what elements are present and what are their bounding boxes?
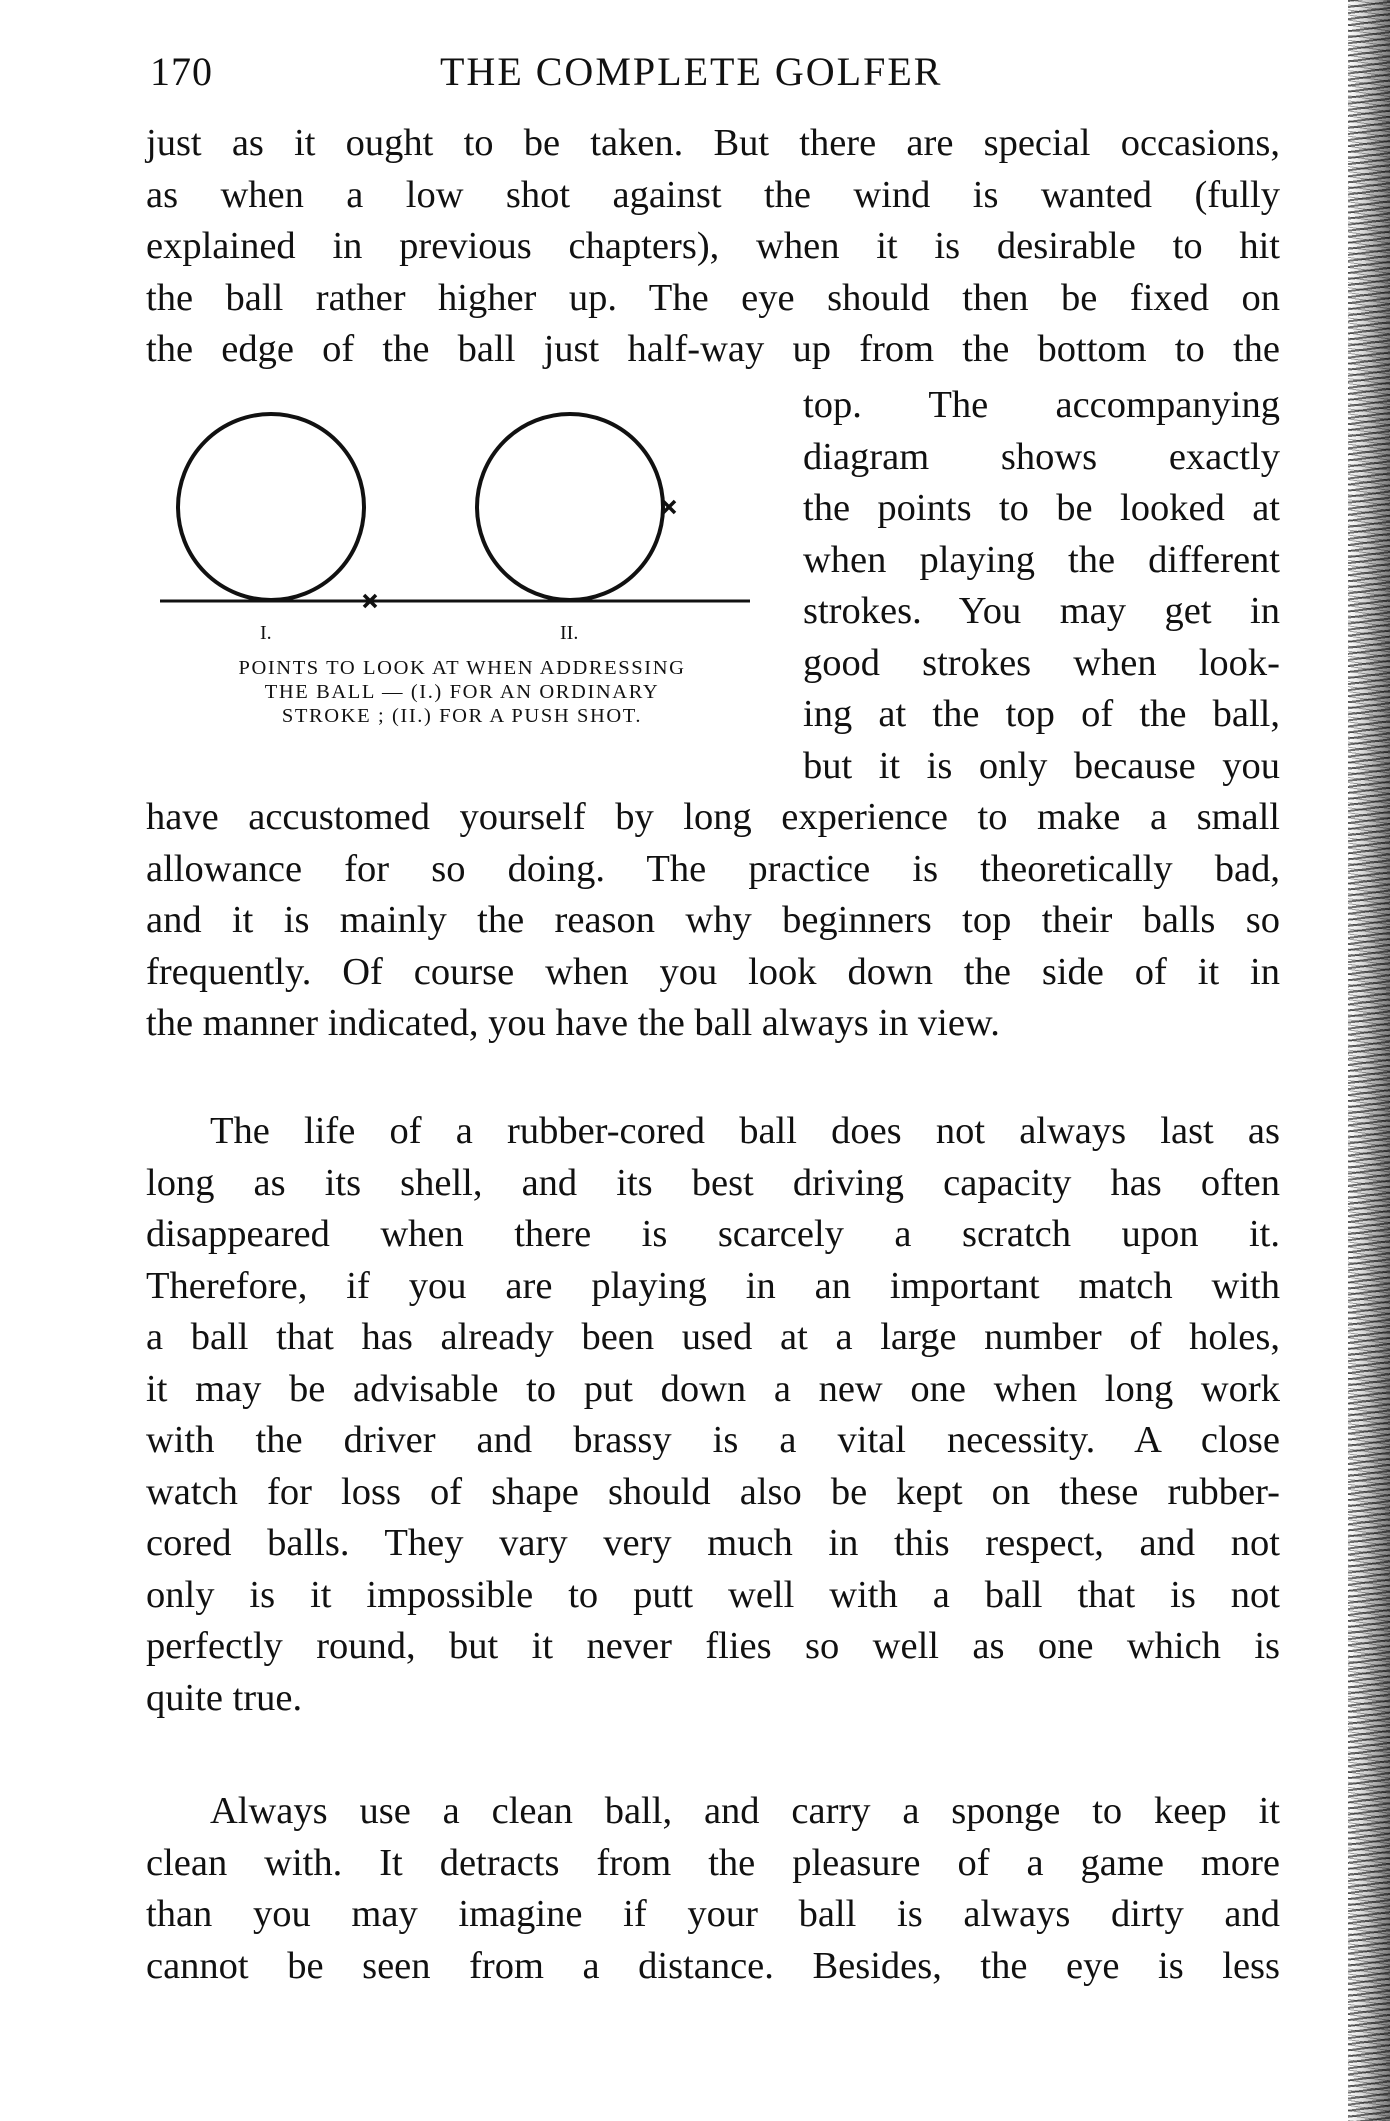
figure-label-1: I. [260, 622, 272, 644]
caption-line: POINTS TO LOOK AT WHEN ADDRESSING [238, 657, 686, 679]
diagram-drawing [150, 410, 780, 650]
text-line: perfectly round, but it never flies so well as one which is [146, 1625, 1280, 1667]
golf-ball-diagram [150, 410, 780, 644]
text-line: strokes. You may get in [803, 590, 1280, 632]
paragraph-2 [146, 1106, 1280, 1724]
text-line: clean with. It detracts from the pleasure of a game more [146, 1841, 1280, 1884]
text-line: top. The accompanying [803, 384, 1280, 426]
text-line: the edge of the ball just half-way up from the bottom to the [146, 328, 1280, 370]
text-line: the ball rather higher up. The eye should then be fixed on [146, 276, 1280, 319]
text-line: Therefore, if you are playing in an important match with [146, 1264, 1280, 1307]
text-line: only is it impossible to putt well with a ball that is not [146, 1573, 1280, 1616]
text-line: as when a low shot against the wind is wanted (fully [146, 173, 1280, 216]
text-line: quite true. [146, 1676, 303, 1719]
running-title: THE COMPLETE GOLFER [440, 49, 943, 94]
figure-label-2: II. [560, 622, 579, 644]
paragraph-1-beside-figure [803, 380, 1280, 792]
paragraph-1-continuation [146, 792, 1280, 1050]
text-line: Always use a clean ball, and carry a sponge to keep it [210, 1790, 1280, 1832]
text-line: and it is mainly the reason why beginners top their balls so [146, 899, 1280, 941]
text-line: The life of a rubber-cored ball does not always last as [210, 1110, 1280, 1152]
text-line: long as its shell, and its best driving capacity has often [146, 1161, 1280, 1204]
text-line: but it is only because you [803, 744, 1280, 787]
page-edge-shadow [1348, 0, 1390, 2121]
caption-line: THE BALL — (I.) FOR AN ORDINARY [264, 681, 660, 703]
text-line: with the driver and brassy is a vital necessity. A close [146, 1419, 1280, 1461]
ball-2-outline [477, 414, 663, 600]
text-line: ing at the top of the ball, [803, 693, 1280, 735]
text-line: frequently. Of course when you look down the side of it in [146, 950, 1280, 993]
text-line: cored balls. They vary very much in this respect, and not [146, 1522, 1280, 1564]
paragraph-1-full-width [146, 118, 1280, 376]
text-line: allowance for so doing. The practice is theoretically bad, [146, 847, 1280, 890]
text-line: just as it ought to be taken. But there are special occasions, [146, 122, 1280, 164]
text-line: explained in previous chapters), when it is desirable to hit [146, 225, 1280, 267]
text-line: than you may imagine if your ball is always dirty and [146, 1893, 1280, 1935]
caption-line: STROKE ; (II.) FOR A PUSH SHOT. [281, 705, 643, 727]
figure-caption [142, 656, 782, 728]
text-line: it may be advisable to put down a new one when long work [146, 1367, 1280, 1410]
paragraph-3 [146, 1786, 1280, 1992]
text-line: watch for loss of shape should also be kept on these rubber- [146, 1470, 1280, 1513]
page-number: 170 [150, 49, 213, 94]
text-line: when playing the different [803, 538, 1280, 581]
text-line: disappeared when there is scarcely a scratch upon it. [146, 1213, 1280, 1255]
text-line: cannot be seen from a distance. Besides, the eye is less [146, 1944, 1280, 1987]
page-header [150, 44, 1280, 104]
text-line: diagram shows exactly [803, 435, 1280, 478]
text-line: have accustomed yourself by long experience to make a small [146, 796, 1280, 838]
text-line: the points to be looked at [803, 487, 1280, 529]
text-line: the manner indicated, you have the ball always in view. [146, 1002, 1000, 1044]
text-line: good strokes when look- [803, 641, 1280, 684]
ball-1-outline [178, 414, 364, 600]
text-line: a ball that has already been used at a large number of holes, [146, 1316, 1280, 1358]
